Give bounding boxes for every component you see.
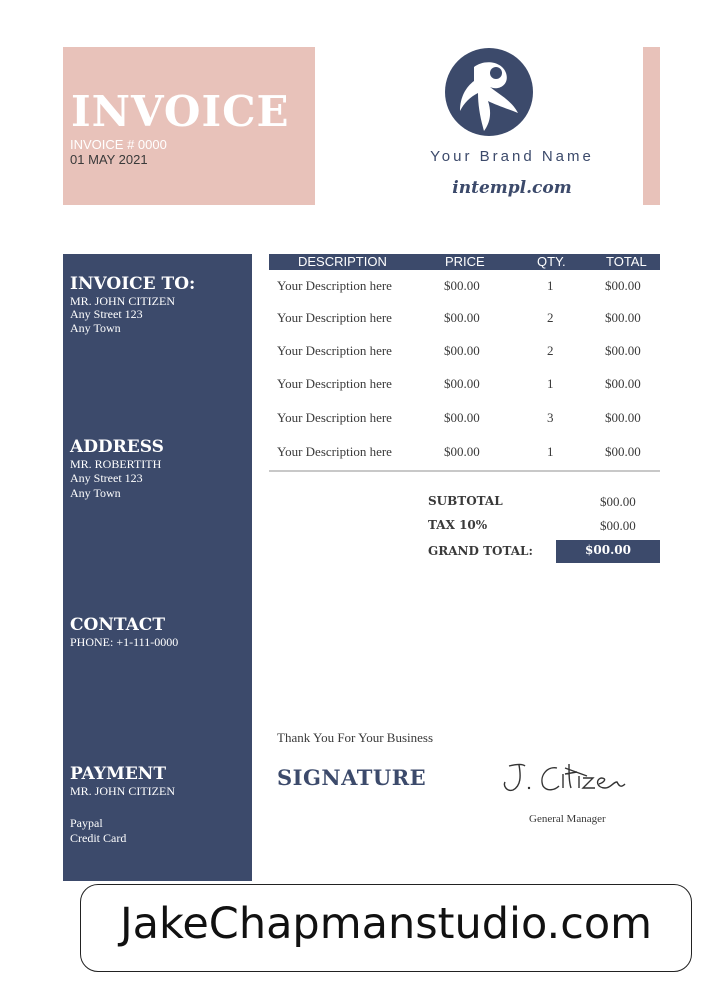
row-price: $00.00 bbox=[444, 278, 480, 293]
invoice-to-line: Any Street 123 bbox=[70, 307, 143, 321]
table-row bbox=[269, 444, 660, 464]
address-line: Any Street 123 bbox=[70, 471, 143, 485]
invoice-number: INVOICE # 0000 bbox=[70, 137, 167, 152]
payment-method: Credit Card bbox=[70, 831, 127, 845]
address-line: Any Town bbox=[70, 486, 121, 500]
row-description: Your Description here bbox=[277, 376, 392, 391]
table-row bbox=[269, 343, 660, 363]
signature-label: SIGNATURE bbox=[277, 765, 427, 790]
contact-phone: PHONE: +1-111-0000 bbox=[70, 635, 179, 649]
row-price: $00.00 bbox=[444, 410, 480, 425]
row-total: $00.00 bbox=[605, 278, 641, 293]
table-row bbox=[269, 278, 660, 298]
info-sidebar bbox=[63, 254, 252, 881]
watermark-banner bbox=[80, 884, 692, 972]
invoice-title-box bbox=[63, 47, 315, 205]
grand-total-value: $00.00 bbox=[585, 543, 631, 557]
contact-heading: CONTACT bbox=[70, 615, 165, 635]
row-description: Your Description here bbox=[277, 343, 392, 358]
row-qty: 3 bbox=[547, 410, 554, 425]
row-qty: 1 bbox=[547, 376, 554, 391]
tax-label: TAX 10% bbox=[428, 518, 488, 532]
row-description: Your Description here bbox=[277, 278, 392, 293]
address-heading: ADDRESS bbox=[70, 437, 164, 457]
table-row bbox=[269, 310, 660, 330]
col-price: PRICE bbox=[445, 254, 485, 269]
address-line: MR. ROBERTITH bbox=[70, 457, 162, 471]
table-row bbox=[269, 376, 660, 396]
accent-strip bbox=[643, 47, 660, 205]
subtotal-label: SUBTOTAL bbox=[428, 494, 503, 508]
col-qty: QTY. bbox=[537, 254, 566, 269]
row-total: $00.00 bbox=[605, 410, 641, 425]
invoice-date: 01 MAY 2021 bbox=[70, 152, 148, 167]
row-price: $00.00 bbox=[444, 310, 480, 325]
row-qty: 2 bbox=[547, 343, 554, 358]
row-qty: 1 bbox=[547, 278, 554, 293]
payment-method: Paypal bbox=[70, 816, 103, 830]
row-description: Your Description here bbox=[277, 444, 392, 459]
row-total: $00.00 bbox=[605, 310, 641, 325]
thank-you-note: Thank You For Your Business bbox=[277, 730, 434, 745]
brand-name: Your Brand Name bbox=[430, 148, 594, 165]
payment-heading: PAYMENT bbox=[70, 764, 166, 784]
row-qty: 1 bbox=[547, 444, 554, 459]
row-total: $00.00 bbox=[605, 444, 641, 459]
row-total: $00.00 bbox=[605, 343, 641, 358]
invoice-title: INVOICE bbox=[71, 87, 290, 136]
row-total: $00.00 bbox=[605, 376, 641, 391]
row-price: $00.00 bbox=[444, 343, 480, 358]
brand-website: intempl.com bbox=[452, 178, 572, 198]
tax-value: $00.00 bbox=[600, 518, 636, 533]
invoice-to-line: MR. JOHN CITIZEN bbox=[70, 294, 175, 308]
brand-logo-icon bbox=[444, 47, 534, 137]
table-row bbox=[269, 410, 660, 430]
row-qty: 2 bbox=[547, 310, 554, 325]
table-divider bbox=[269, 470, 660, 472]
row-price: $00.00 bbox=[444, 444, 480, 459]
grand-total-label: GRAND TOTAL: bbox=[428, 544, 533, 558]
watermark-text: JakeChapmanstudio.com bbox=[119, 899, 653, 949]
invoice-to-heading: INVOICE TO: bbox=[70, 274, 196, 294]
row-price: $00.00 bbox=[444, 376, 480, 391]
payment-name: MR. JOHN CITIZEN bbox=[70, 784, 175, 798]
signer-role: General Manager bbox=[529, 813, 606, 825]
row-description: Your Description here bbox=[277, 410, 392, 425]
handwritten-signature bbox=[495, 752, 645, 802]
col-description: DESCRIPTION bbox=[298, 254, 387, 269]
invoice-to-line: Any Town bbox=[70, 321, 121, 335]
items-table-header bbox=[269, 254, 660, 270]
subtotal-value: $00.00 bbox=[600, 494, 636, 509]
row-description: Your Description here bbox=[277, 310, 392, 325]
col-total: TOTAL bbox=[606, 254, 647, 269]
